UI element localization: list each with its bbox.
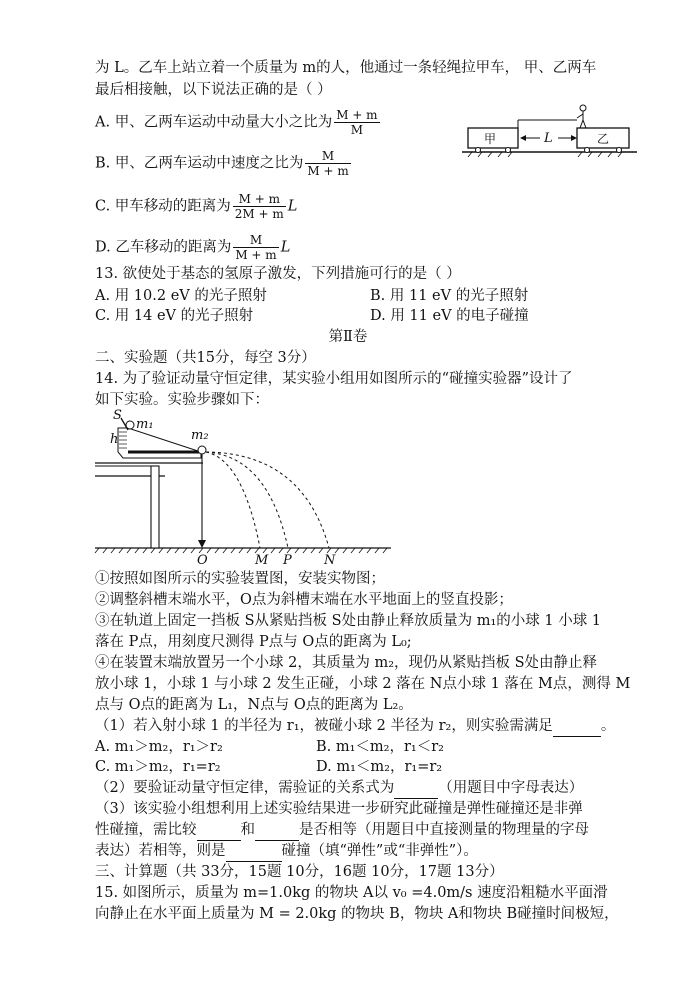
car-b-label: 乙 (597, 132, 610, 146)
ball-2 (198, 446, 206, 454)
q12-line2: 最后相接触，以下说法正确的是（ ） (95, 82, 332, 98)
q14-opt1b: B. m₁＜m₂，r₁＜r₂ (316, 739, 444, 755)
fraction: $\frac{M}{M + m}$ (235, 233, 277, 262)
q13-option-b: B. 用 11 eV 的光子照射 (370, 288, 529, 304)
answer-blank[interactable] (226, 841, 282, 862)
q13-stem: 13. 欲使处于基态的氢原子激发，下列措施可行的是（ ） (95, 266, 461, 282)
distance-label: L (544, 131, 553, 146)
answer-blank[interactable] (394, 778, 438, 799)
ball-1-label: m₁ (136, 417, 154, 432)
q13-option-d: D. 用 11 eV 的电子碰撞 (370, 308, 529, 324)
person-icon (577, 105, 586, 128)
q14-sub3a: （3）该实验小组想利用上述实验结果进一步研究此碰撞是弹性碰撞还是非弹 (95, 801, 583, 817)
q12-line1: 为 L。乙车上站立着一个质量为 m的人，他通过一条轻绳拉甲车， 甲、乙两车 (95, 60, 597, 76)
q14-step3b: 落在 P点，用刻度尺测得 P点与 O点的距离为 L₀; (95, 634, 412, 650)
q14-opt1a: A. m₁＞m₂，r₁＞r₂ (95, 739, 223, 755)
q14-step4b: 放小球 1，小球 1 与小球 2 发生正碰，小球 2 落在 N点小球 1 落在 M点，测得 M (95, 676, 631, 692)
point-p-label: P (283, 553, 292, 568)
q12-option-c: C. 甲车移动的距离为 $\frac{M + m}{2M + m}$ L (95, 192, 298, 221)
collision-apparatus-figure (93, 408, 393, 568)
q13-option-c: C. 用 14 eV 的光子照射 (95, 308, 254, 324)
stopper-s-label: S (113, 408, 122, 423)
q14-sub2: （2）要验证动量守恒定律，需验证的关系式为 （用题目中字母表达） (95, 778, 583, 799)
section-3-heading: 三、计算题（共 33分，15题 10分，16题 10分，17题 13分） (95, 864, 504, 880)
q14-step1: ①按照如图所示的实验装置图，安装实物图； (95, 571, 385, 587)
fraction: $\frac{M + m}{2M + m}$ (234, 192, 284, 221)
car-a-label: 甲 (484, 132, 497, 146)
q14-step2: ②调整斜槽末端水平，O点为斜槽末端在水平地面上的竖直投影； (95, 592, 513, 608)
q15-line1: 15. 如图所示，质量为 m=1.0kg 的物块 A以 v₀ =4.0m/s 速度沿粗糙水平面滑 (95, 885, 608, 901)
q14-sub1: （1）若入射小球 1 的半径为 r₁，被碰小球 2 半径为 r₂，则实验需满足 。 (95, 716, 615, 737)
fraction: $\frac{M + m}{M}$ (336, 108, 378, 137)
cars-figure (462, 100, 642, 160)
point-n-label: N (324, 553, 336, 568)
q14-step3a: ③在轨道上固定一挡板 S从紧贴挡板 S处由静止释放质量为 m₁的小球 1 小球 1 (95, 613, 602, 629)
answer-blank[interactable] (553, 716, 601, 737)
section-2-heading: 二、实验题（共15分，每空 3分） (95, 350, 316, 366)
fraction: $\frac{M}{M + m}$ (307, 149, 349, 178)
q12-option-b: B. 甲、乙两车运动中速度之比为 $\frac{M}{M + m}$ (95, 149, 349, 178)
answer-blank[interactable] (197, 820, 241, 841)
q14-line1: 14. 为了验证动量守恒定律，某实验小组用如图所示的“碰撞实验器”设计了 (95, 371, 573, 387)
q12-option-a: A. 甲、乙两车运动中动量大小之比为 $\frac{M + m}{M}$ (95, 108, 378, 137)
height-h-label: h (110, 432, 119, 447)
q15-line2: 向静止在水平面上质量为 M = 2.0kg 的物块 B，物块 A和物块 B碰撞时间极短， (95, 906, 619, 922)
q14-opt1d: D. m₁＜m₂，r₁=r₂ (316, 759, 443, 775)
point-o-label: O (197, 553, 208, 568)
q14-sub3b: 性碰撞，需比较 和 是否相等（用题目中直接测量的物理量的字母 (95, 820, 589, 841)
q13-option-a: A. 用 10.2 eV 的光子照射 (95, 288, 267, 304)
answer-blank[interactable] (255, 820, 299, 841)
ball-2-label: m₂ (191, 428, 209, 443)
ball-1 (126, 421, 134, 429)
point-m-label: M (255, 553, 269, 568)
q14-sub3c: 表达）若相等，则是 碰撞（填“弹性”或“非弹性”）。 (95, 841, 478, 862)
q14-line2: 如下实验。实验步骤如下： (95, 392, 269, 408)
q14-step4c: 点与 O点的距离为 L₁，N点与 O点的距离为 L₂。 (95, 697, 413, 713)
q14-step4a: ④在装置末端放置另一个小球 2，其质量为 m₂，现仍从紧贴挡板 S处由静止释 (95, 655, 598, 671)
q14-opt1c: C. m₁＞m₂，r₁=r₂ (95, 759, 221, 775)
volume-title: 第Ⅱ卷 (328, 329, 368, 345)
q12-option-d: D. 乙车移动的距离为 $\frac{M}{M + m}$ L (95, 233, 291, 262)
